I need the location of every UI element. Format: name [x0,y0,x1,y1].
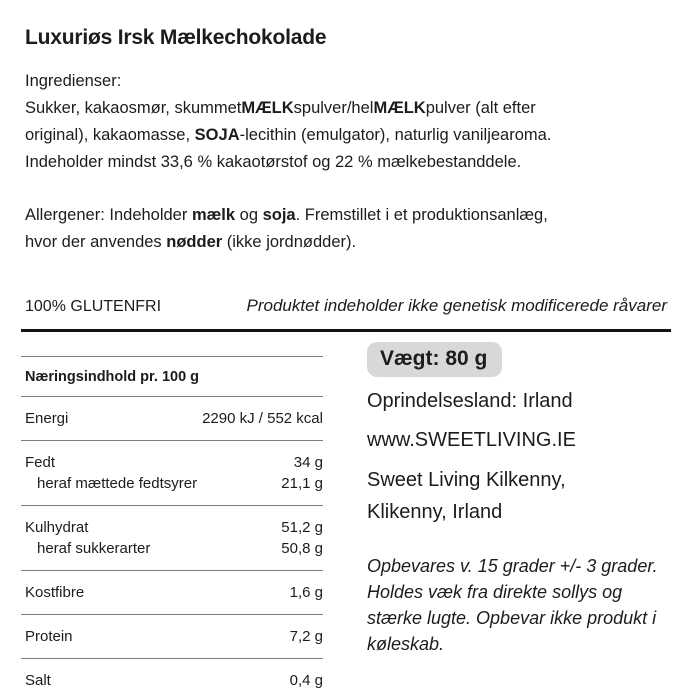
table-cell: heraf sukkerarter 50,8 g [37,540,323,557]
table-cell: Salt 0,4 g [25,672,323,689]
claims-row [25,296,667,316]
text-line: Indeholder mindst 33,6 % kakaotørstof og 22 % mælkebestanddele. [25,153,522,171]
table-row [21,571,323,615]
address-text [367,464,667,528]
ingredients-heading: Ingredienser: [25,72,122,90]
weight-badge: Vægt: 80 g [367,342,502,377]
table-cell: Fedt 34 g [25,454,323,471]
storage-instructions: Opbevares v. 15 grader +/- 3 grader. Holdes væk fra direkte sollys og stærke lugte. Opbevar ikke produkt i køleskab. [367,556,658,654]
lower-section [25,342,667,700]
table-row [21,506,323,571]
text-line: Allergener: Indeholder mælk og soja. Fremstillet i et produktionsanlæg, [25,206,548,224]
text-line: original), kakaomasse, SOJA-lecithin (emulgator), naturlig vaniljearoma. [25,126,552,144]
allergens-text [25,202,667,256]
address-line-2: Klikenny, Irland [367,501,503,523]
divider-thick [21,329,671,332]
website-text: www.SWEETLIVING.IE [367,429,576,451]
table-row [21,441,323,506]
product-title: Luxuriøs Irsk Mælkechokolade [25,26,327,49]
address-line-1: Sweet Living Kilkenny, [367,469,566,491]
ingredients-text [25,95,667,176]
text-line: hvor der anvendes nødder (ikke jordnødder). [25,233,357,251]
table-row [21,397,323,441]
table-cell: Energi 2290 kJ / 552 kcal [25,410,323,427]
text-line: Sukker, kakaosmør, skummetMÆLKspulver/helMÆLKpulver (alt efter [25,99,536,117]
table-row [21,615,323,659]
product-info [367,342,667,657]
table-cell: Protein 7,2 g [25,628,323,645]
origin-text: Oprindelsesland: Irland [367,390,573,412]
nutrition-rows [21,397,323,700]
nutrition-heading: Næringsindhold pr. 100 g [21,357,323,397]
glutenfree-claim: 100% GLUTENFRI [25,298,162,315]
table-cell: Kostfibre 1,6 g [25,584,323,601]
nutrition-table [21,356,323,700]
gmo-claim: Produktet indeholder ikke genetisk modificerede råvarer [246,296,667,315]
table-cell: heraf mættede fedtsyrer 21,1 g [37,475,323,492]
table-row [21,659,323,700]
table-cell: Kulhydrat 51,2 g [25,519,323,536]
ingredients-section [25,68,667,176]
